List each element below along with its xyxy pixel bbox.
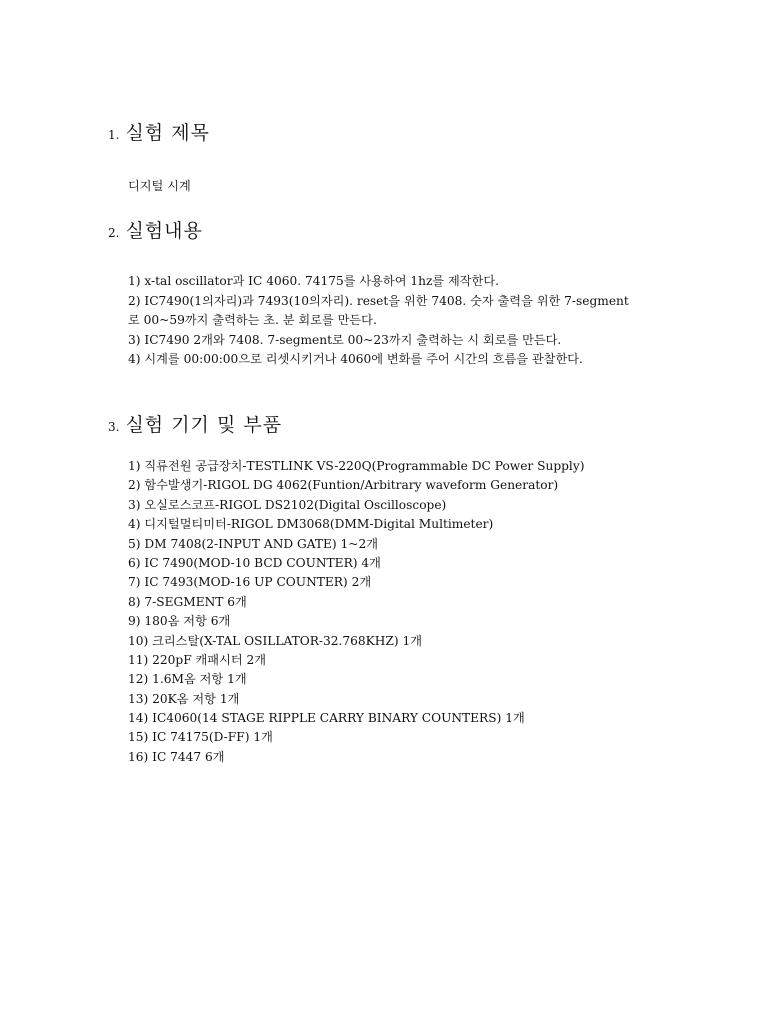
equipment-item: 1) 직류전원 공급장치-TESTLINK VS-220Q(Programmable DC Power Supply) — [128, 459, 585, 473]
section-2-content-list — [128, 272, 629, 370]
equipment-item: 5) DM 7408(2-INPUT AND GATE) 1~2개 — [128, 536, 379, 551]
equipment-item: 11) 220pF 캐패시터 2개 — [128, 652, 267, 667]
content-line: 1) x-tal oscillator과 IC 4060. 74175를 사용하여 1hz를 제작한다. — [128, 274, 499, 288]
equipment-item: 15) IC 74175(D-FF) 1개 — [128, 730, 273, 745]
equipment-item: 16) IC 7447 6개 — [128, 749, 225, 764]
section-2-title: 실험내용 — [125, 220, 203, 242]
section-1-title: 실험 제목 — [125, 122, 210, 144]
equipment-item: 10) 크리스탈(X-TAL OSILLATOR-32.768KHZ) 1개 — [128, 633, 423, 648]
equipment-item: 13) 20K옴 저항 1개 — [128, 691, 240, 706]
equipment-item: 7) IC 7493(MOD-16 UP COUNTER) 2개 — [128, 575, 372, 590]
section-1-body: 디지털 시계 — [128, 179, 191, 193]
section-3-heading — [108, 410, 282, 437]
content-line: 3) IC7490 2개와 7408. 7-segment로 00~23까지 출력하는 시 회로를 만든다. — [128, 332, 562, 347]
section-2-number: 2. — [108, 226, 120, 240]
section-1-number: 1. — [108, 128, 120, 142]
section-3-title: 실험 기기 및 부품 — [125, 414, 283, 436]
equipment-item: 2) 함수발생기-RIGOL DG 4062(Funtion/Arbitrary waveform Generator) — [128, 478, 559, 493]
content-line: 로 00~59까지 출력하는 초. 분 회로를 만든다. — [128, 313, 377, 327]
section-3-equipment-list — [128, 457, 584, 767]
equipment-item: 9) 180옴 저항 6개 — [128, 614, 231, 629]
section-1-heading — [108, 118, 210, 145]
section-3-number: 3. — [108, 420, 120, 434]
equipment-item: 12) 1.6M옴 저항 1개 — [128, 672, 247, 687]
equipment-item: 8) 7-SEGMENT 6개 — [128, 594, 247, 609]
equipment-item: 6) IC 7490(MOD-10 BCD COUNTER) 4개 — [128, 555, 381, 570]
equipment-item: 4) 디지털멀티미터-RIGOL DM3068(DMM-Digital Multimeter) — [128, 517, 494, 532]
content-line: 2) IC7490(1의자리)과 7493(10의자리). reset을 위한 7408. 숫자 출력을 위한 7-segment — [128, 293, 629, 308]
equipment-item: 3) 오실로스코프-RIGOL DS2102(Digital Oscilloscope) — [128, 497, 447, 512]
equipment-item: 14) IC4060(14 STAGE RIPPLE CARRY BINARY COUNTERS) 1개 — [128, 711, 525, 726]
section-2-heading — [108, 216, 203, 243]
content-line: 4) 시계를 00:00:00으로 리셋시키거나 4060에 변화를 주어 시간의 흐름을 관찰한다. — [128, 352, 583, 366]
